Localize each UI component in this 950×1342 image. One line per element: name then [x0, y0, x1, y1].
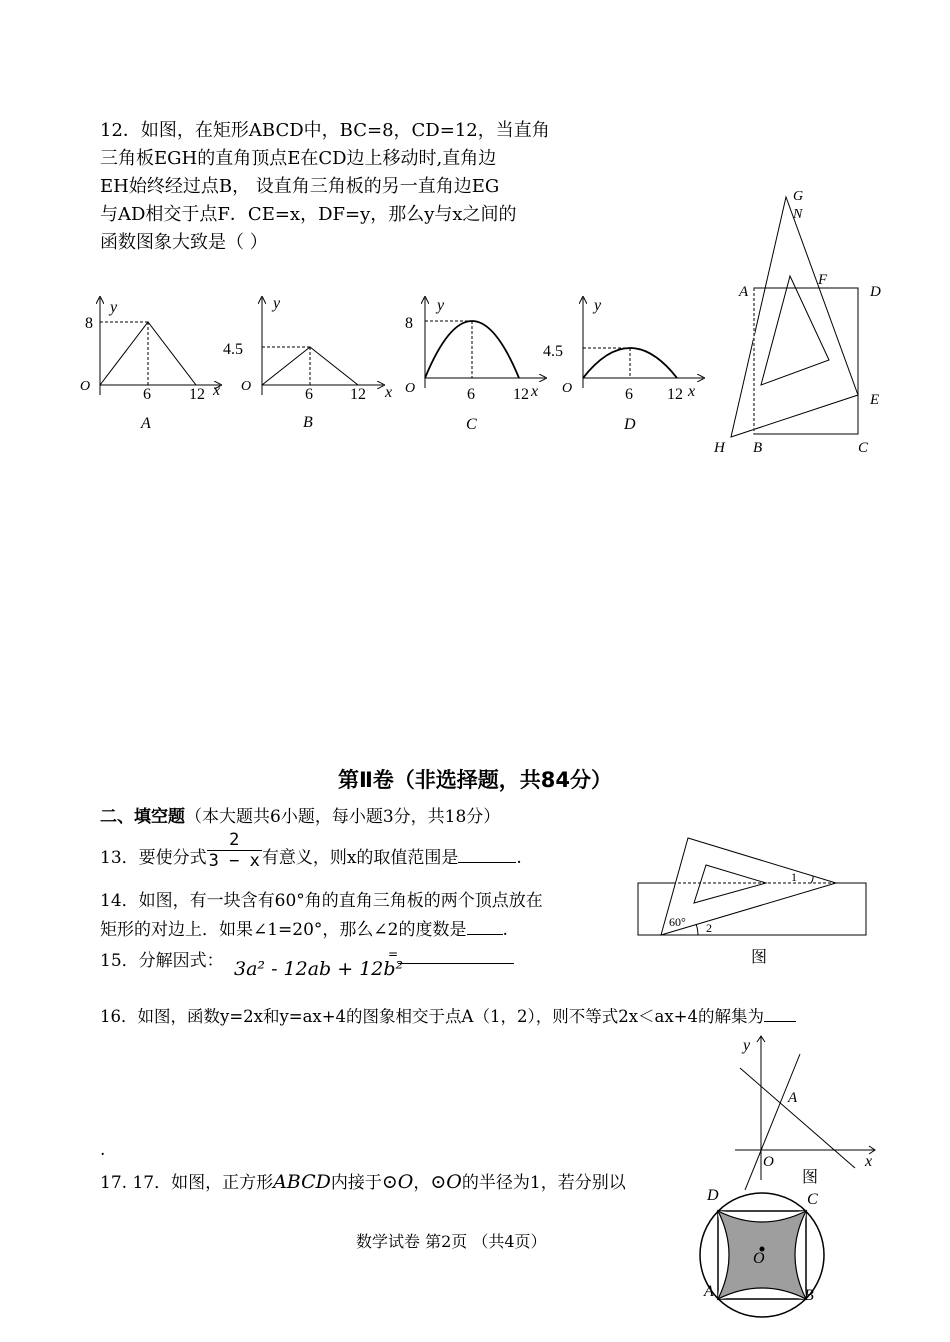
- fig16-caption: 图: [802, 1169, 819, 1186]
- fig12-label-f: F: [818, 272, 828, 288]
- part2-heading-rest: （本大题共6小题，每小题3分，共18分）: [185, 807, 501, 827]
- q12-line-2: 三角板EGH的直角顶点E在CD边上移动时,直角边: [100, 148, 497, 169]
- graph-b-option: B: [303, 414, 313, 431]
- graph-c-xlabel: x: [531, 383, 539, 400]
- fig12-label-a: A: [739, 284, 749, 300]
- graph-d-ylabel: y: [594, 297, 602, 314]
- graph-a-ylabel: y: [110, 299, 118, 316]
- fig12-label-g: G: [793, 189, 804, 204]
- q15-eq: =: [388, 947, 399, 961]
- graph-b: [223, 295, 392, 431]
- graph-a-xend: 12: [189, 386, 205, 403]
- fig14-label-1: 1: [791, 870, 797, 884]
- graph-b-ylabel: y: [273, 295, 281, 312]
- fig14-angle-60: 60°: [669, 915, 686, 929]
- graph-c-ymark: 8: [405, 315, 413, 332]
- q16-dot: .: [100, 1140, 106, 1160]
- fig12-label-d: D: [870, 284, 881, 300]
- graph-d-xlabel: x: [688, 383, 696, 400]
- section-title: 第Ⅱ卷（非选择题，共84分）: [337, 768, 613, 792]
- graph-a-xlabel: x: [213, 382, 221, 399]
- graph-c: [405, 297, 545, 433]
- q13-numerator: 2: [207, 830, 262, 851]
- fig17-label-c: C: [807, 1191, 818, 1208]
- q17-o2: ⊙O: [430, 1171, 462, 1193]
- fig12-label-n: N: [793, 207, 803, 222]
- graph-d: [543, 297, 703, 433]
- graph-b-xlabel: x: [385, 384, 393, 401]
- q14-answer-blank[interactable]: [467, 934, 503, 935]
- q15-answer-blank[interactable]: [398, 963, 514, 964]
- q12-line-1: 12．如图，在矩形ABCD中，BC=8，CD=12，当直角: [100, 120, 550, 141]
- q13-prefix: 13．要使分式: [100, 848, 207, 868]
- q15-prefix: 15．分解因式：: [100, 951, 224, 971]
- q17-o1: ⊙O: [381, 1171, 414, 1193]
- q16-text-wrap: [100, 1003, 796, 1027]
- fig12-label-e: E: [870, 392, 880, 408]
- q16-text: 16．如图，函数y=2x和y=ax+4的图象相交于点A（1，2），则不等式2x＜ax+4的解集为: [100, 1007, 764, 1026]
- graph-c-origin: O: [405, 381, 416, 396]
- q13-end: .: [516, 848, 522, 868]
- graph-d-origin: O: [562, 381, 573, 396]
- fig16-label-o: O: [763, 1154, 774, 1170]
- fig14-caption: 图: [751, 949, 768, 966]
- fig14-label-2: 2: [706, 921, 712, 935]
- q14-line-2-wrap: [100, 915, 508, 940]
- q12-line-4: 与AD相交于点F．CE=x，DF=y，那么y与x之间的: [100, 204, 517, 225]
- fig12-label-b: B: [753, 440, 763, 456]
- graph-c-ylabel: y: [437, 297, 445, 314]
- part2-heading: [100, 802, 500, 827]
- q16-figure: [730, 1030, 880, 1190]
- q14-line-1: 14．如图，有一块含有60°角的直角三角板的两个顶点放在: [100, 891, 543, 911]
- q12-line-5: 函数图象大致是（ ）: [100, 232, 268, 253]
- q13-suffix: 有意义，则x的取值范围是: [261, 848, 459, 868]
- graph-a-xmark: 6: [143, 386, 151, 403]
- fig12-label-c: C: [858, 440, 869, 456]
- q13-answer-blank[interactable]: [458, 862, 516, 863]
- part2-heading-bold: 二、填空题: [100, 807, 185, 827]
- page-footer: 数学试卷 第2页 （共4页）: [356, 1232, 547, 1251]
- graph-d-option: D: [624, 416, 636, 433]
- graph-a-origin: O: [80, 379, 91, 394]
- fig17-label-b: B: [804, 1287, 814, 1304]
- q17-text: [100, 1168, 626, 1193]
- graph-b-xmark: 6: [305, 386, 313, 403]
- fig16-label-x: x: [865, 1153, 873, 1170]
- q17-prefix: 17. 17．如图，正方形: [100, 1173, 274, 1193]
- graph-a-option: A: [141, 415, 151, 432]
- graph-b-xend: 12: [350, 386, 366, 403]
- graph-d-xend: 12: [667, 386, 683, 403]
- graph-a: [80, 298, 220, 432]
- q17-suffix: 的半径为1，若分别以: [461, 1173, 626, 1193]
- q14-end: .: [502, 920, 508, 940]
- q12-option-graphs: [75, 290, 715, 440]
- fig16-label-a: A: [788, 1090, 798, 1106]
- graph-d-ymark: 4.5: [543, 343, 563, 360]
- q17-comma: ，: [413, 1173, 431, 1193]
- graph-c-xend: 12: [513, 386, 529, 403]
- graph-b-origin: O: [241, 379, 252, 394]
- q13-fraction: [207, 830, 262, 871]
- fig12-label-h: H: [714, 440, 725, 456]
- graph-b-ymark: 4.5: [223, 341, 243, 358]
- q14-line-2: 矩形的对边上．如果∠1=20°，那么∠2的度数是: [100, 920, 467, 940]
- q13-denominator: 3 − x: [208, 851, 260, 871]
- graph-c-xmark: 6: [467, 386, 475, 403]
- graph-d-xmark: 6: [625, 386, 633, 403]
- q17-abcd: ABCD: [273, 1171, 331, 1193]
- q12-figure: [705, 180, 905, 470]
- q17-figure: [695, 1180, 835, 1330]
- graph-c-option: C: [466, 416, 477, 433]
- graph-a-ymark: 8: [85, 315, 93, 332]
- fig16-label-y: y: [743, 1037, 751, 1054]
- q16-answer-blank[interactable]: [764, 1021, 796, 1022]
- q15-expression: 3a² - 12ab + 12b²: [234, 958, 404, 980]
- fig17-label-o: O: [753, 1250, 765, 1267]
- q17-mid1: 内接于: [330, 1173, 382, 1193]
- q13-text: [100, 830, 522, 871]
- q14-figure: [636, 830, 876, 970]
- fig17-label-a: A: [704, 1283, 714, 1300]
- fig17-label-d: D: [707, 1187, 719, 1204]
- q12-line-3: EH始终经过点B， 设直角三角板的另一直角边EG: [100, 176, 500, 197]
